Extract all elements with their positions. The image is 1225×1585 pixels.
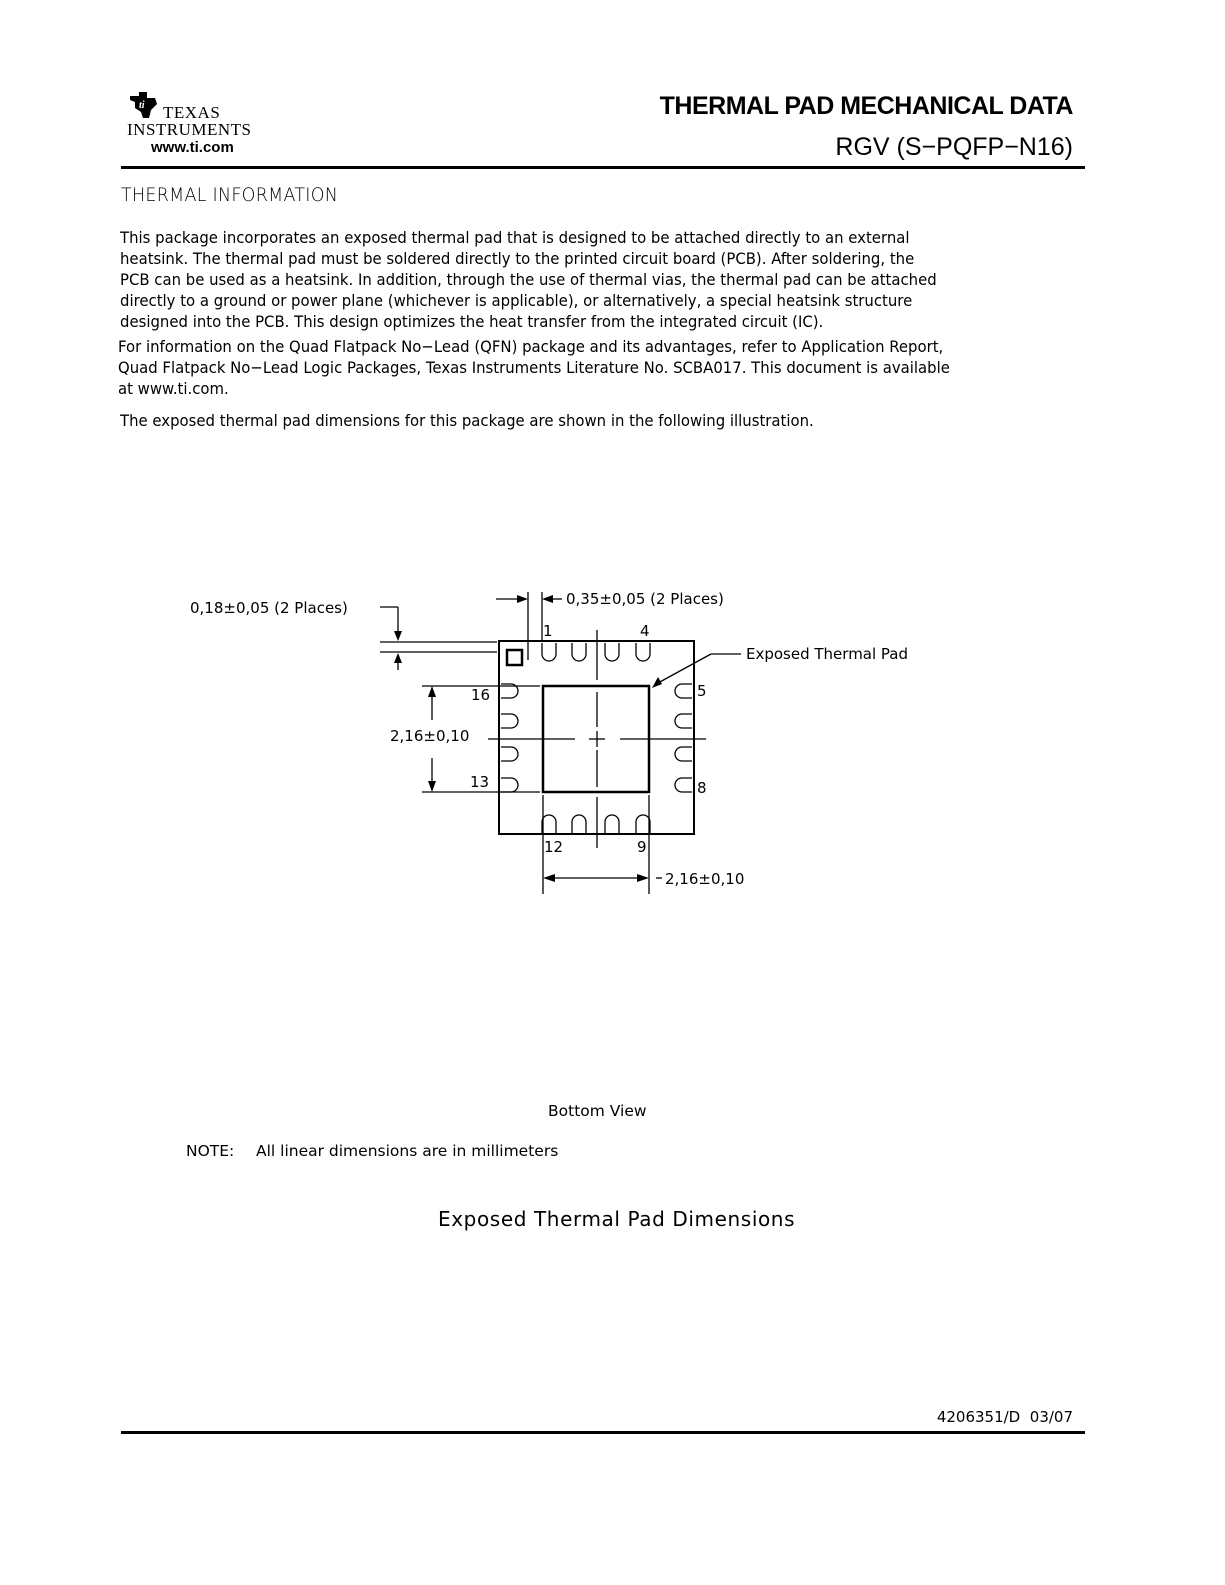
paragraph-line: This package incorporates an exposed thermal pad that is designed to be attached directly to an external bbox=[120, 228, 910, 247]
ti-emblem-icon bbox=[127, 90, 161, 120]
paragraph-line: heatsink. The thermal pad must be soldered directly to the printed circuit board (PCB). After soldering, the bbox=[120, 249, 915, 268]
logo-instruments: INSTRUMENTS bbox=[127, 120, 252, 139]
pad-height-dimension: 2,16±0,10 bbox=[390, 727, 470, 745]
pitch-dimension: 0,35±0,05 (2 Places) bbox=[566, 590, 724, 608]
exposed-pad-label: Exposed Thermal Pad bbox=[746, 645, 909, 663]
svg-text:ti: ti bbox=[139, 100, 145, 111]
logo-url: www.ti.com bbox=[151, 139, 234, 156]
logo-texas: TEXAS bbox=[163, 103, 221, 122]
pin-label-8: 8 bbox=[697, 779, 707, 797]
paragraph-line: PCB can be used as a heatsink. In addition, through the use of thermal vias, the thermal pad can be attached bbox=[120, 270, 937, 289]
note-text: All linear dimensions are in millimeters bbox=[256, 1142, 559, 1160]
paragraph-thermal-pad bbox=[120, 227, 1050, 332]
exposed-pad bbox=[543, 686, 649, 792]
document-number: 4206351/D 03/07 bbox=[936, 1408, 1073, 1426]
package-outline bbox=[499, 641, 694, 834]
pin1-marker bbox=[507, 650, 522, 665]
note-label: NOTE: bbox=[186, 1142, 235, 1160]
pad-width-dimension: 2,16±0,10 bbox=[665, 870, 745, 888]
footer-rule bbox=[121, 1431, 1085, 1434]
pin-label-1: 1 bbox=[543, 622, 553, 640]
page-title: THERMAL PAD MECHANICAL DATA bbox=[659, 92, 1073, 120]
pin-label-5: 5 bbox=[697, 682, 707, 700]
pin-label-9: 9 bbox=[637, 838, 647, 856]
paragraph-line: at www.ti.com. bbox=[118, 379, 229, 398]
paragraph-line: Quad Flatpack No−Lead Logic Packages, Texas Instruments Literature No. SCBA017. This document is available bbox=[118, 358, 950, 377]
package-code: RGV (S−PQFP−N16) bbox=[835, 133, 1073, 161]
figure-caption: Exposed Thermal Pad Dimensions bbox=[438, 1207, 796, 1231]
pin-label-13: 13 bbox=[470, 773, 490, 791]
paragraph-line: directly to a ground or power plane (whichever is applicable), or alternatively, a special heatsink structure bbox=[120, 291, 913, 310]
header-rule bbox=[121, 166, 1085, 169]
ti-logo bbox=[127, 90, 267, 160]
section-title: THERMAL INFORMATION bbox=[121, 184, 339, 206]
paragraph-qfn-info bbox=[118, 336, 1048, 399]
pin-label-12: 12 bbox=[544, 838, 564, 856]
paragraph-line: designed into the PCB. This design optimizes the heat transfer from the integrated circuit (IC). bbox=[120, 312, 824, 331]
paragraph-line: The exposed thermal pad dimensions for this package are shown in the following illustration. bbox=[120, 411, 814, 430]
pin-label-16: 16 bbox=[471, 686, 491, 704]
paragraph-illustration-intro bbox=[120, 410, 1050, 431]
lead-width-dimension: 0,18±0,05 (2 Places) bbox=[190, 599, 348, 617]
paragraph-line: For information on the Quad Flatpack No−Lead (QFN) package and its advantages, refer to Application Report, bbox=[118, 337, 944, 356]
pin-label-4: 4 bbox=[640, 622, 650, 640]
view-label: Bottom View bbox=[548, 1102, 647, 1120]
